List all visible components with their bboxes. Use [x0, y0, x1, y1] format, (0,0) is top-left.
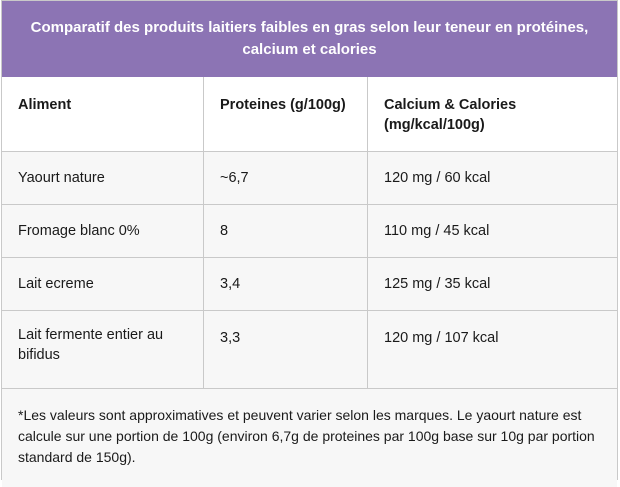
- cell-calcium-calories: 120 mg / 60 kcal: [368, 152, 617, 205]
- table-footnote: *Les valeurs sont approximatives et peuvent varier selon les marques. Le yaourt nature est calcule sur une portion de 100g (environ 6,7g de proteines par 100g base sur 10g par portion standard de 150g).: [2, 389, 617, 487]
- cell-proteines: 8: [204, 205, 368, 258]
- table-header-row: [2, 77, 617, 152]
- header-proteines: Proteines (g/100g): [204, 77, 368, 152]
- cell-proteines: 3,4: [204, 258, 368, 311]
- cell-proteines: 3,3: [204, 311, 368, 389]
- table-row: [2, 311, 617, 389]
- cell-aliment: Lait ecreme: [2, 258, 204, 311]
- table-row: [2, 205, 617, 258]
- nutrition-table: [1, 0, 618, 480]
- cell-calcium-calories: 110 mg / 45 kcal: [368, 205, 617, 258]
- cell-calcium-calories: 125 mg / 35 kcal: [368, 258, 617, 311]
- header-calcium-calories: Calcium & Calories (mg/kcal/100g): [368, 77, 617, 152]
- cell-aliment: Fromage blanc 0%: [2, 205, 204, 258]
- header-aliment: Aliment: [2, 77, 204, 152]
- cell-aliment: Yaourt nature: [2, 152, 204, 205]
- table-caption: Comparatif des produits laitiers faibles en gras selon leur teneur en protéines, calcium et calories: [2, 1, 617, 77]
- cell-calcium-calories: 120 mg / 107 kcal: [368, 311, 617, 389]
- cell-proteines: ~6,7: [204, 152, 368, 205]
- cell-aliment: Lait fermente entier au bifidus: [2, 311, 204, 389]
- table-row: [2, 152, 617, 205]
- table-row: [2, 258, 617, 311]
